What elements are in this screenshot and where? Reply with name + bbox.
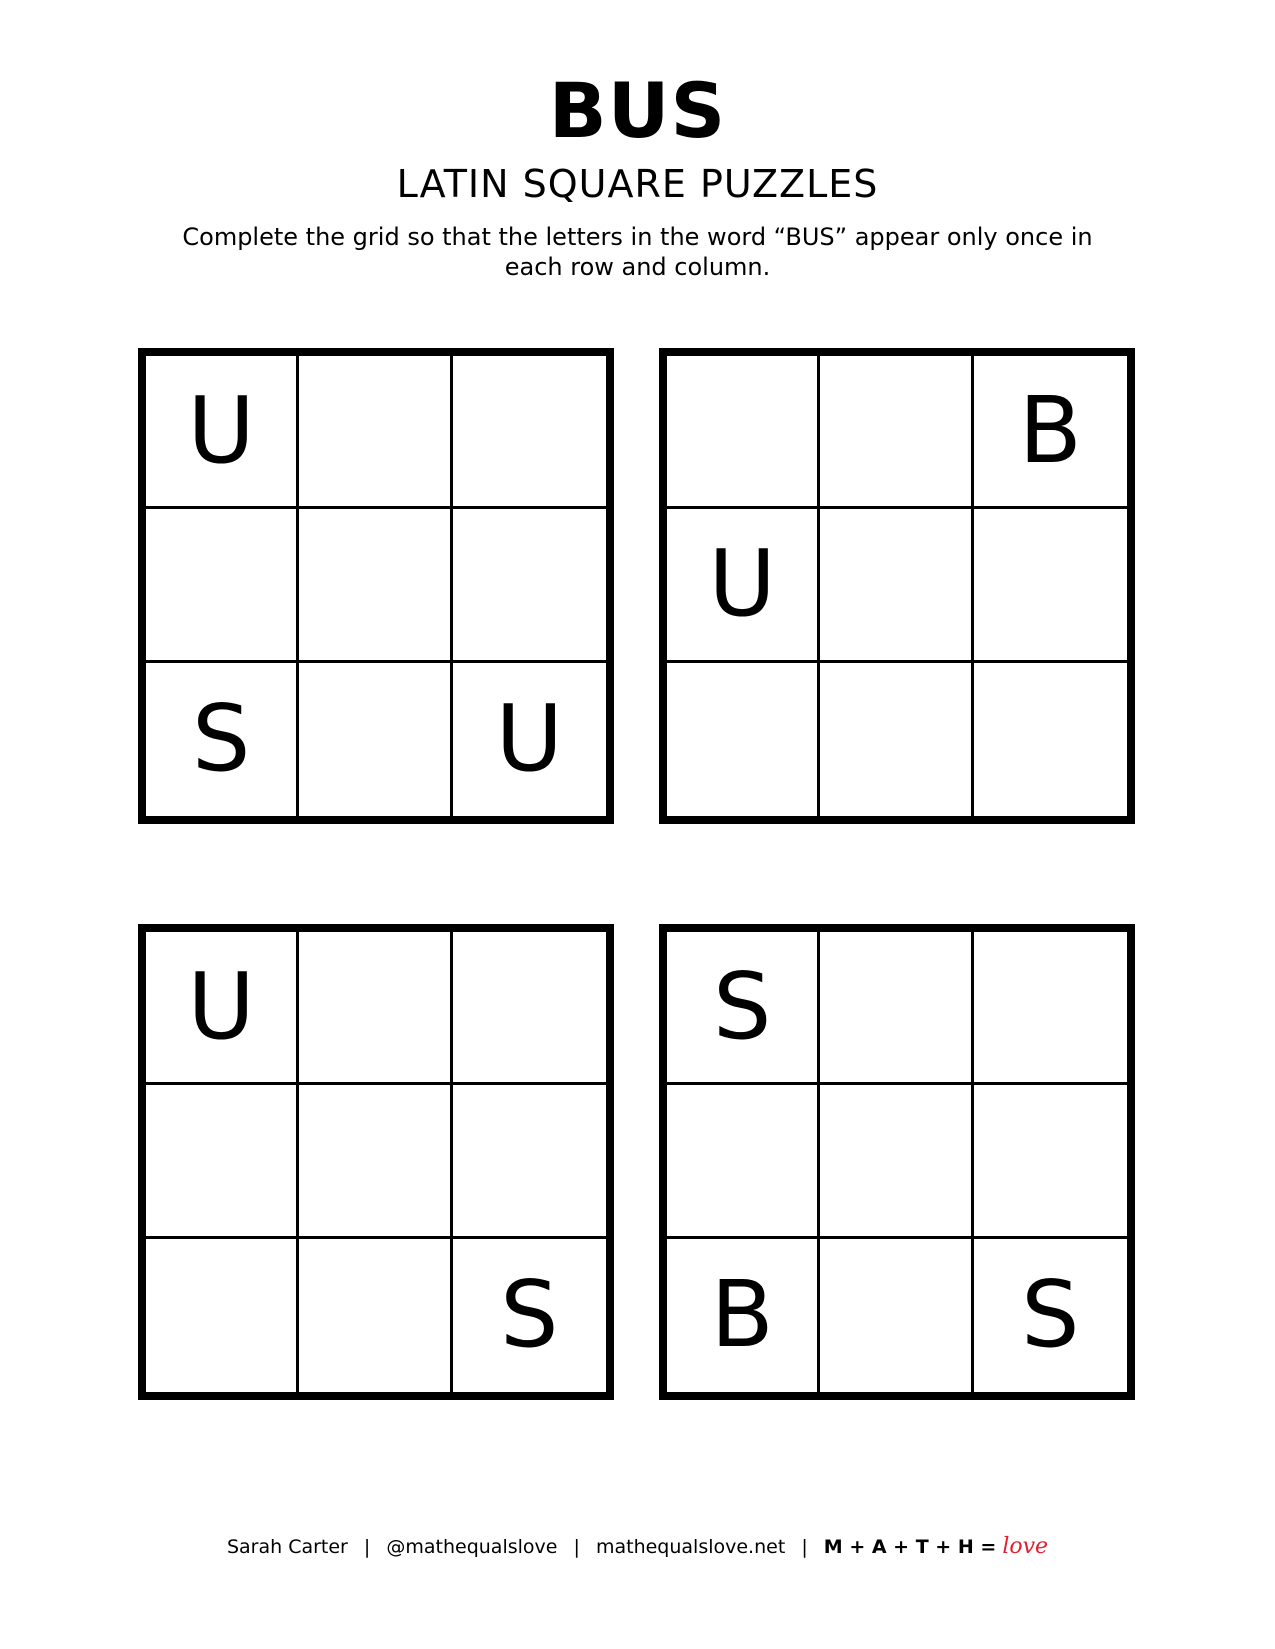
- grid-cell[interactable]: [820, 1085, 973, 1238]
- grid-cell[interactable]: B: [667, 1239, 820, 1392]
- grid-cell[interactable]: [299, 509, 452, 662]
- grid-cell[interactable]: [146, 509, 299, 662]
- grid-cell[interactable]: [974, 932, 1127, 1085]
- grid-cell[interactable]: [974, 509, 1127, 662]
- grid-cell[interactable]: [820, 1239, 973, 1392]
- grid-cell[interactable]: [453, 1085, 606, 1238]
- grid-cell[interactable]: S: [1021, 1261, 1080, 1369]
- puzzle-grid-4: [659, 924, 1135, 1400]
- grid-cell[interactable]: [974, 663, 1127, 816]
- grid-cell[interactable]: [820, 509, 973, 662]
- grid-cell[interactable]: S: [500, 1261, 559, 1369]
- grid-cell[interactable]: [667, 663, 820, 816]
- footer-separator: |: [801, 1536, 808, 1558]
- grid-cell[interactable]: [299, 1239, 452, 1392]
- grid-cell[interactable]: S: [146, 663, 299, 816]
- grid-cell[interactable]: [299, 356, 452, 509]
- grid-cell[interactable]: [299, 932, 452, 1085]
- grid-cell[interactable]: [820, 932, 973, 1085]
- grid-cell[interactable]: [667, 356, 820, 509]
- grid-cell[interactable]: [820, 356, 973, 509]
- grid-cell[interactable]: B: [974, 356, 1127, 509]
- grid-cell[interactable]: [667, 1085, 820, 1238]
- puzzle-grid-3: [138, 924, 614, 1400]
- grid-cell[interactable]: U: [495, 685, 563, 793]
- grid-cell[interactable]: [453, 509, 606, 662]
- footer-separator: |: [573, 1536, 580, 1558]
- puzzle-grid-1: [138, 348, 614, 824]
- grid-cell[interactable]: [146, 1085, 299, 1238]
- footer-website: mathequalslove.net: [595, 1536, 786, 1558]
- brand-logo-love: love: [1002, 1534, 1049, 1559]
- grid-cell[interactable]: U: [667, 509, 820, 662]
- page-subtitle: LATIN SQUARE PUZZLES: [396, 162, 879, 206]
- grid-cell[interactable]: [820, 663, 973, 816]
- footer-author: Sarah Carter: [226, 1536, 348, 1558]
- page-title: BUS: [548, 66, 727, 155]
- puzzle-grid-2: [659, 348, 1135, 824]
- grid-cell[interactable]: [453, 356, 606, 509]
- footer-separator: |: [363, 1536, 371, 1558]
- footer-handle: @mathequalslove: [386, 1536, 558, 1558]
- grid-cell[interactable]: S: [667, 932, 820, 1085]
- grid-cell[interactable]: [453, 932, 606, 1085]
- grid-cell[interactable]: U: [146, 932, 299, 1085]
- instructions: Complete the grid so that the letters in the word “BUS” appear only once in each row and column.: [182, 223, 1093, 281]
- footer: [0, 1532, 1275, 1562]
- grid-cell[interactable]: [299, 663, 452, 816]
- brand-logo-text: M + A + T + H =: [823, 1536, 997, 1558]
- grid-cell[interactable]: U: [146, 356, 299, 509]
- grid-cell[interactable]: [974, 1085, 1127, 1238]
- grid-cell[interactable]: [146, 1239, 299, 1392]
- grid-cell[interactable]: [299, 1085, 452, 1238]
